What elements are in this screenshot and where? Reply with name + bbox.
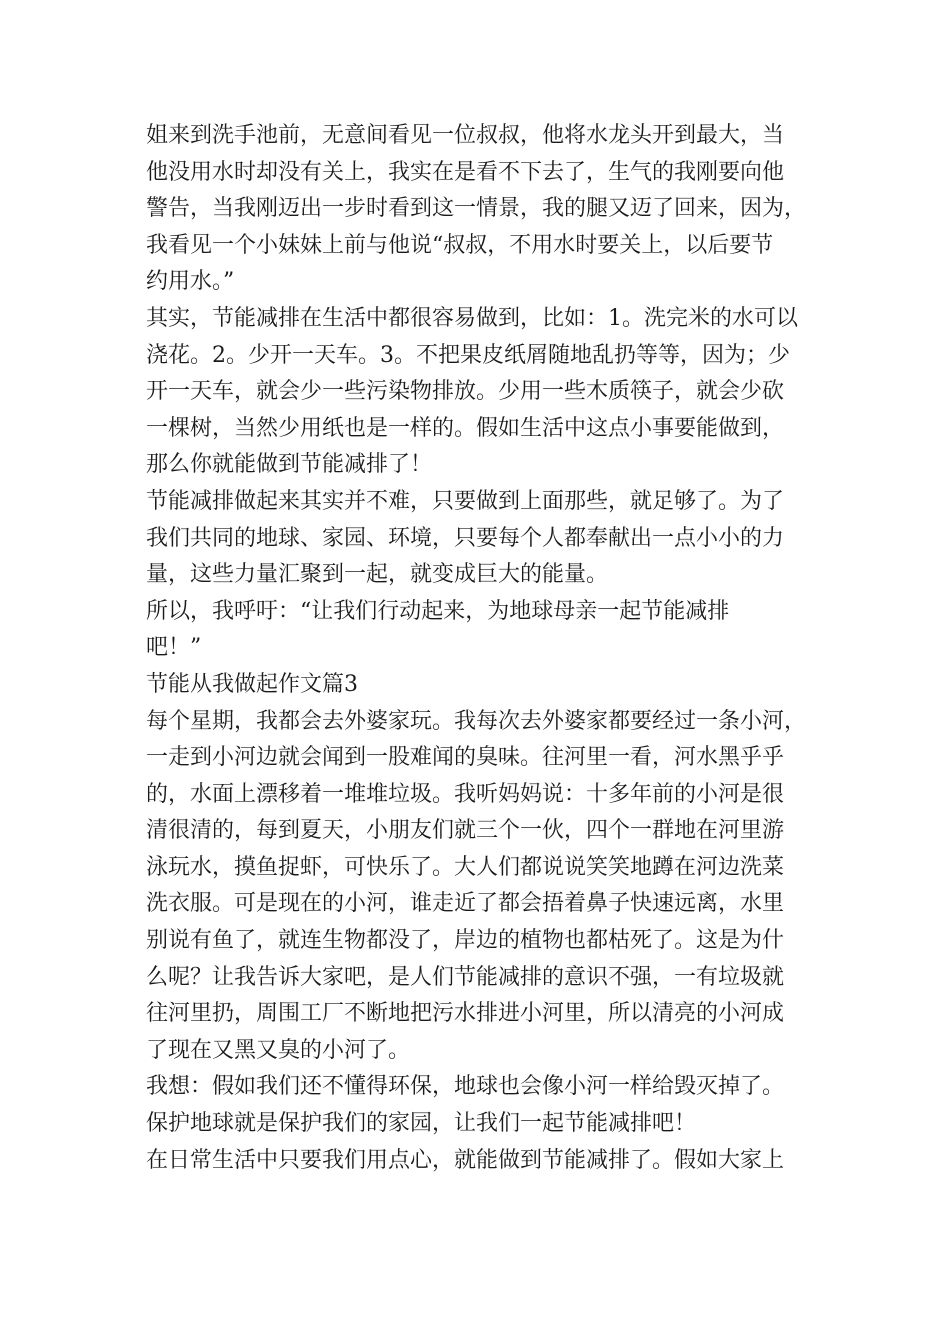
text-line: 了现在又黑又臭的小河了。 [146, 1037, 411, 1063]
text-line: 的，水面上漂移着一堆堆垃圾。我听妈妈说：十多年前的小河是很 [146, 781, 785, 807]
text-line: 么呢？让我告诉大家吧，是人们节能减排的意识不强，一有垃圾就 [146, 964, 785, 990]
paragraph-2 [146, 301, 816, 484]
text-line: 别说有鱼了，就连生物都没了，岸边的植物也都枯死了。这是为什 [146, 928, 785, 954]
text-line: 每个星期，我都会去外婆家玩。我每次去外婆家都要经过一条小河， [146, 708, 807, 734]
text-line: 警告，当我刚迈出一步时看到这一情景，我的腿又迈了回来，因为， [146, 196, 807, 222]
text-line: 我们共同的地球、家园、环境，只要每个人都奉献出一点小小的力 [146, 525, 785, 551]
text-line: 其实，节能减排在生活中都很容易做到，比如：1。洗完米的水可以 [146, 305, 798, 331]
text-line: 约用水。” [146, 269, 235, 295]
heading-line: 节能从我做起作文篇3 [146, 671, 358, 697]
text-line: 他没用水时却没有关上，我实在是看不下去了，生气的我刚要向他 [146, 159, 785, 185]
text-line: 我想：假如我们还不懂得环保，地球也会像小河一样给毁灭掉了。 [146, 1074, 785, 1100]
text-line: 一棵树，当然少用纸也是一样的。假如生活中这点小事要能做到， [146, 415, 785, 441]
text-line: 我看见一个小妹妹上前与他说“叔叔，不用水时要关上，以后要节 [146, 232, 774, 258]
text-line: 在日常生活中只要我们用点心，就能做到节能减排了。假如大家上 [146, 1147, 785, 1173]
paragraph-3 [146, 484, 816, 594]
text-line: 洗衣服。可是现在的小河，谁走近了都会捂着鼻子快速远离，水里 [146, 891, 785, 917]
text-line: 姐来到洗手池前，无意间看见一位叔叔，他将水龙头开到最大，当 [146, 123, 785, 148]
text-line: 保护地球就是保护我们的家园，让我们一起节能减排吧！ [146, 1111, 697, 1137]
text-line: 开一天车，就会少一些污染物排放。少用一些木质筷子，就会少砍 [146, 379, 785, 405]
text-line: 往河里扔，周围工厂不断地把污水排进小河里，所以清亮的小河成 [146, 1001, 785, 1027]
text-line: 清很清的，每到夏天，小朋友们就三个一伙，四个一群地在河里游 [146, 818, 785, 844]
text-line: 那么你就能做到节能减排了！ [146, 452, 433, 478]
paragraph-4 [146, 594, 816, 667]
text-line: 泳玩水，摸鱼捉虾，可快乐了。大人们都说说笑笑地蹲在河边洗菜 [146, 854, 785, 880]
text-line: 所以，我呼吁：“让我们行动起来，为地球母亲一起节能减排 [146, 598, 730, 624]
text-line: 量，这些力量汇聚到一起，就变成巨大的能量。 [146, 562, 609, 588]
paragraph-7 [146, 1143, 816, 1180]
section-heading [146, 667, 816, 704]
paragraph-5 [146, 704, 816, 1070]
text-line: 一走到小河边就会闻到一股难闻的臭味。往河里一看，河水黑乎乎 [146, 745, 785, 771]
paragraph-1 [146, 118, 816, 301]
paragraph-6 [146, 1069, 816, 1142]
text-line: 浇花。2。少开一天车。3。不把果皮纸屑随地乱扔等等，因为；少 [146, 342, 790, 368]
text-line: 节能减排做起来其实并不难，只要做到上面那些，就足够了。为了 [146, 488, 785, 514]
text-line: 吧！” [146, 635, 202, 661]
document-body [146, 118, 816, 1179]
